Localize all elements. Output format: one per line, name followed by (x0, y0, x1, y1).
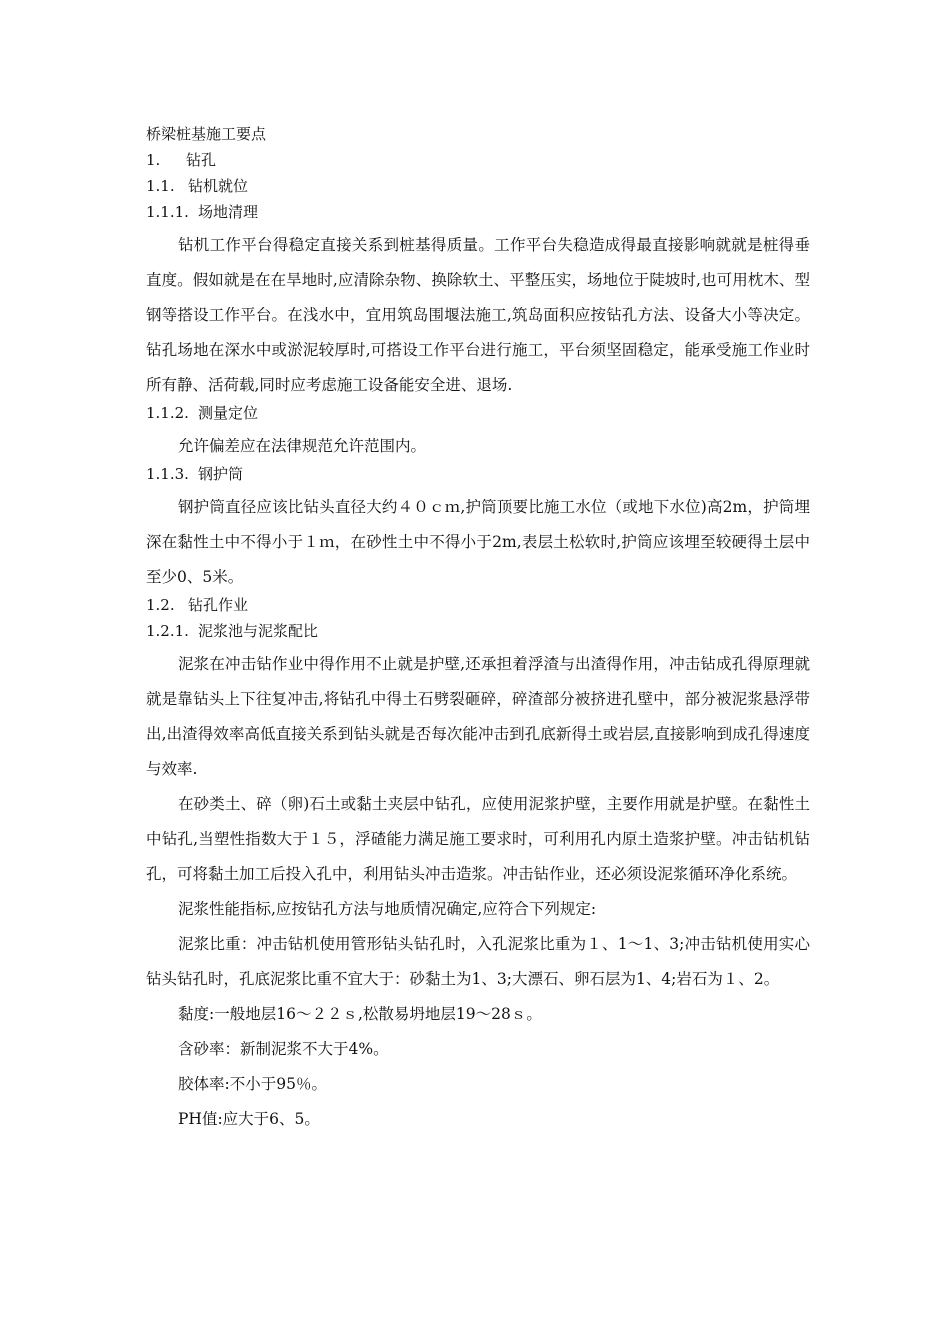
paragraph: 在砂类土、碎（卵)石土或黏土夹层中钻孔，应使用泥浆护壁，主要作用就是护壁。在黏性土中钻孔,当塑性指数大于１５，浮碴能力满足施工要求时，可利用孔内原土造浆护壁。冲击钻机钻孔，可将黏土加工后投入孔中，利用钻头冲击造浆。冲击钻作业，还必须设泥浆循环净化系统。 (146, 795, 810, 883)
paragraph: 钻机工作平台得稳定直接关系到桩基得质量。工作平台失稳造成得最直接影响就就是桩得垂直度。假如就是在在旱地时,应清除杂物、换除软土、平整压实，场地位于陡坡时,也可用枕木、型钢等搭设工作平台。在浅水中，宜用筑岛围堰法施工,筑岛面积应按钻孔方法、设备大小等决定。钻孔场地在深水中或淤泥较厚时,可搭设工作平台进行施工，平台须坚固稳定，能承受施工作业时所有静、活荷载,同时应考虑施工设备能安全进、退场. (146, 236, 810, 394)
heading-1-1-2 (146, 403, 810, 429)
heading-label: 钻孔作业 (188, 596, 249, 614)
heading-1 (146, 150, 810, 176)
heading-1-1-3 (146, 464, 810, 490)
heading-1-2-1 (146, 621, 810, 647)
heading-label: 场地清理 (198, 203, 259, 221)
heading-label: 泥浆池与泥浆配比 (198, 622, 319, 640)
heading-number: 1.2. (146, 596, 175, 614)
paragraph: 泥浆在冲击钻作业中得作用不止就是护壁,还承担着浮渣与出渣得作用，冲击钻成孔得原理就就是靠钻头上下往复冲击,将钻孔中得土石劈裂砸碎，碎渣部分被挤进孔壁中，部分被泥浆悬浮带出,出渣得效率高低直接关系到钻头就是否每次能冲击到孔底新得土或岩层,直接影响到成孔得速度与效率. (146, 655, 810, 778)
paragraph: PH值:应大于6、5。 (178, 1110, 320, 1128)
heading-number: 1.2.1. (146, 622, 189, 640)
heading-number: 1. (146, 151, 161, 169)
heading-label: 钢护筒 (198, 465, 244, 483)
heading-number: 1.1. (146, 177, 175, 195)
heading-number: 1.1.1. (146, 203, 189, 221)
paragraph: 允许偏差应在法律规范允许范围内。 (178, 437, 427, 455)
paragraph: 泥浆比重：冲击钻机使用管形钻头钻孔时，入孔泥浆比重为１、1～1、3;冲击钻机使用实心钻头钻孔时，孔底泥浆比重不宜大于：砂黏土为1、3;大漂石、卵石层为1、4;岩石为１、2。 (146, 935, 810, 988)
heading-label: 钻机就位 (188, 177, 249, 195)
document-body (146, 124, 810, 1137)
heading-number: 1.1.3. (146, 465, 189, 483)
document-title: 桥梁桩基施工要点 (146, 125, 267, 143)
paragraph: 黏度:一般地层16～２２ｓ,松散易坍地层19～28ｓ。 (178, 1005, 542, 1023)
heading-label: 钻孔 (186, 151, 217, 169)
heading-number: 1.1.2. (146, 404, 189, 422)
heading-1-2 (146, 595, 810, 621)
heading-1-1 (146, 176, 810, 202)
heading-1-1-1 (146, 202, 810, 228)
paragraph: 胶体率:不小于95％。 (178, 1075, 327, 1093)
paragraph: 钢护筒直径应该比钻头直径大约４０ｃｍ,护筒顶要比施工水位（或地下水位)高2m，护筒埋深在黏性土中不得小于１ｍ，在砂性土中不得小于2m,表层土松软时,护筒应该埋至较硬得土层中至少0、5米。 (146, 498, 810, 586)
heading-label: 测量定位 (198, 404, 259, 422)
paragraph: 含砂率：新制泥浆不大于4%。 (178, 1040, 389, 1058)
paragraph: 泥浆性能指标,应按钻孔方法与地质情况确定,应符合下列规定: (178, 900, 597, 918)
